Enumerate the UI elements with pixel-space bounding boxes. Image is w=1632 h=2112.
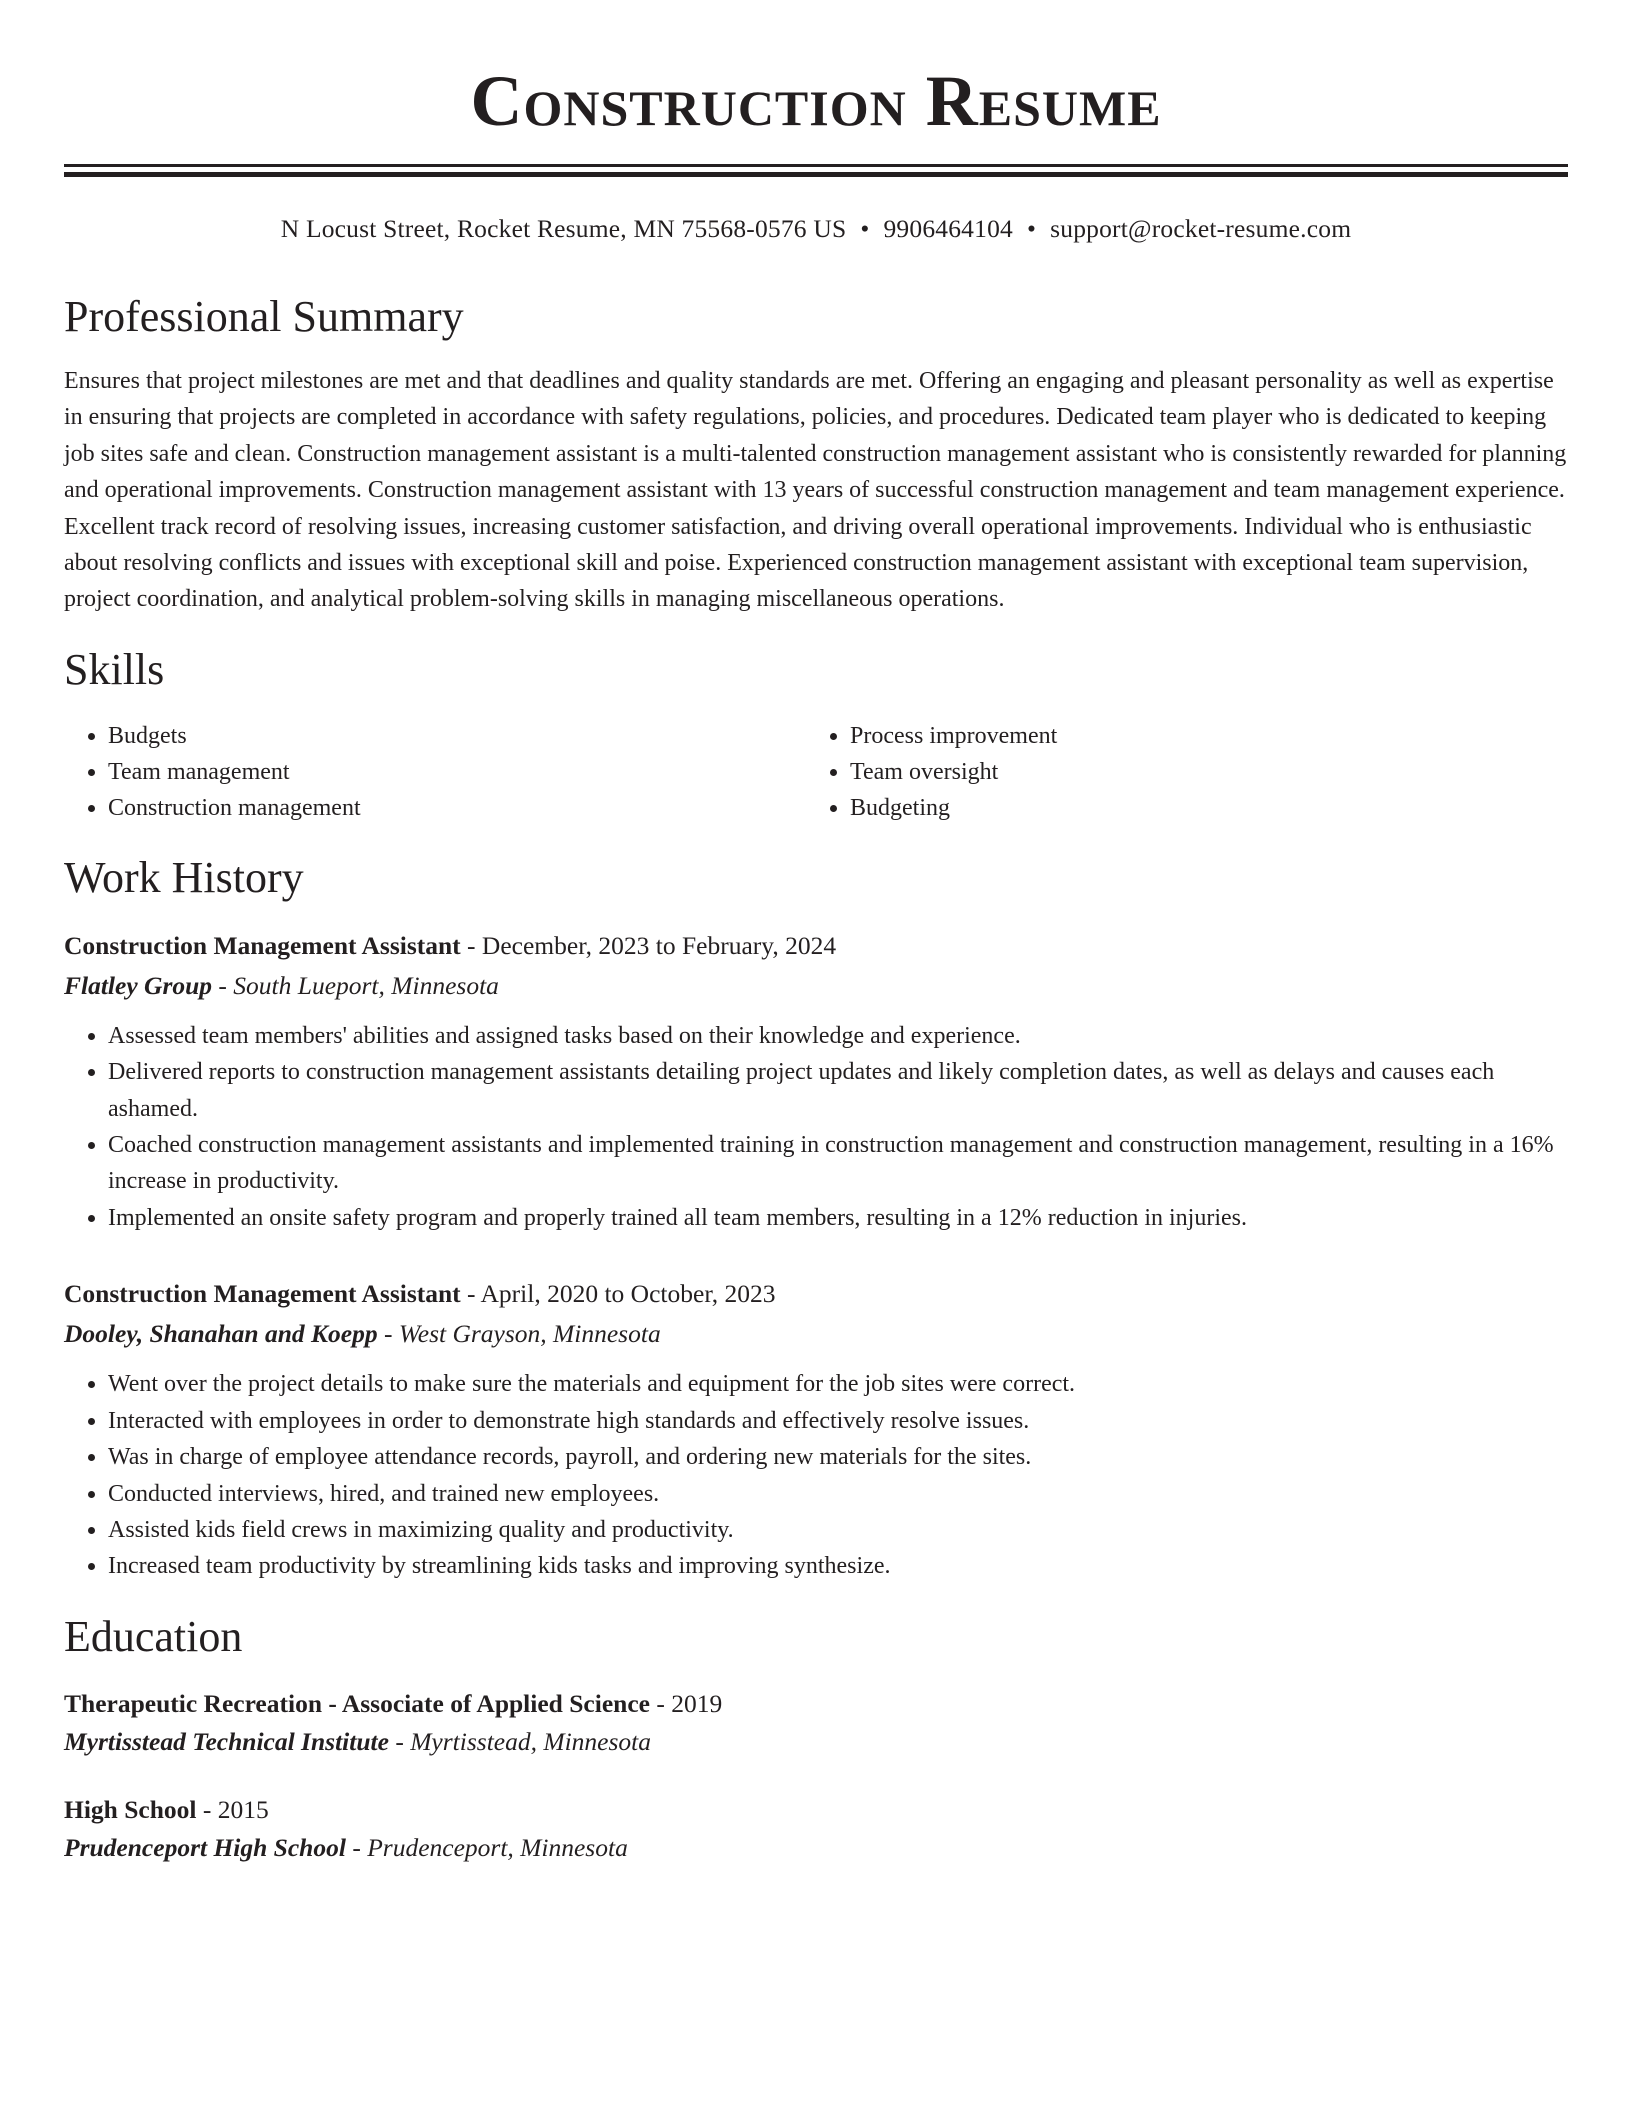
contact-separator: • — [860, 214, 870, 243]
job-bullet: • Assisted kids field crews in maximizing quality and productivity. — [108, 1512, 1568, 1548]
job-bullet: • Conducted interviews, hired, and trained new employees. — [108, 1476, 1568, 1512]
job-header: Construction Management Assistant - December, 2023 to February, 2024 — [64, 930, 837, 960]
job-title: Construction Management Assistant — [64, 930, 461, 960]
skill-item: • Team oversight — [850, 754, 1057, 790]
job-company: Flatley Group — [64, 970, 213, 1000]
skill-item: • Construction management — [108, 790, 806, 826]
education-location: Myrtisstead, Minnesota — [410, 1726, 651, 1756]
job-bullets — [64, 1018, 1568, 1236]
education-entry — [64, 1685, 1568, 1761]
job-company: Dooley, Shanahan and Koepp — [64, 1319, 378, 1349]
education-entry — [64, 1791, 1568, 1867]
skill-item: • Budgets — [108, 718, 806, 754]
summary-text: Ensures that project milestones are met and that deadlines and quality standards are met. Offering an engaging and pleasant personality as well as expertise in ensuring that projects are completed in accordance with safety regulations, policies, and procedures. Dedicated team player who is dedicated to keeping job sites safe and clean. Construction management assistant is a multi-talented construction management assistant who is consistently rewarded for planning and operational improvements. Construction management assistant with 13 years of successful construction management and team management experience. Excellent track record of resolving issues, increasing customer satisfaction, and driving overall operational improvements. Individual who is enthusiastic about resolving conflicts and issues with exceptional skill and poise. Experienced construction management assistant with exceptional team supervision, project coordination, and analytical problem-solving skills in managing miscellaneous operations. — [64, 368, 1567, 613]
job-dates: December, 2023 to February, 2024 — [481, 930, 837, 960]
skill-item: • Process improvement — [850, 718, 1057, 754]
education-school-line: Myrtisstead Technical Institute - Myrtisstead, Minnesota — [64, 1726, 651, 1756]
contact-address: N Locust Street, Rocket Resume, MN 75568-0576 US — [280, 214, 847, 243]
job-bullet: • Implemented an onsite safety program and properly trained all team members, resulting in a 12% reduction in injuries. — [108, 1200, 1568, 1236]
skills-column-right — [806, 718, 1057, 826]
job-location: South Lueport, Minnesota — [233, 970, 499, 1000]
job-bullet: • Increased team productivity by streamlining kids tasks and improving synthesize. — [108, 1548, 1568, 1584]
job-bullet: • Went over the project details to make sure the materials and equipment for the job sites were correct. — [108, 1366, 1568, 1402]
education-header: High School - 2015 — [64, 1794, 269, 1824]
education-school: Prudenceport High School — [64, 1832, 346, 1862]
job-company-line: Dooley, Shanahan and Koepp - West Grayson, Minnesota — [64, 1319, 661, 1349]
skills-column-left — [64, 718, 806, 826]
job-dates: April, 2020 to October, 2023 — [480, 1279, 776, 1309]
job-location: West Grayson, Minnesota — [398, 1319, 661, 1349]
education-school-line: Prudenceport High School - Prudenceport, Minnesota — [64, 1832, 628, 1862]
job-header: Construction Management Assistant - April, 2020 to October, 2023 — [64, 1279, 776, 1309]
skill-item: • Budgeting — [850, 790, 1057, 826]
job-entry — [64, 1274, 1568, 1584]
summary-heading: Professional Summary — [64, 292, 464, 341]
contact-line — [64, 211, 1568, 247]
job-bullet: • Delivered reports to construction management assistants detailing project updates and likely completion dates, as well as delays and causes each ashamed. — [108, 1054, 1568, 1127]
job-bullets — [64, 1366, 1568, 1584]
job-entry — [64, 926, 1568, 1236]
title-divider-thick — [64, 172, 1568, 177]
job-bullet: • Interacted with employees in order to demonstrate high standards and effectively resolve issues. — [108, 1403, 1568, 1439]
education-header: Therapeutic Recreation - Associate of Applied Science - 2019 — [64, 1688, 723, 1718]
job-company-line: Flatley Group - South Lueport, Minnesota — [64, 970, 499, 1000]
education-degree: High School — [64, 1794, 197, 1824]
skills-list — [64, 718, 1568, 826]
skill-item: • Team management — [108, 754, 806, 790]
title-divider-thin — [64, 164, 1568, 167]
job-title: Construction Management Assistant — [64, 1279, 461, 1309]
education-year: 2019 — [671, 1688, 723, 1718]
contact-separator: • — [1026, 214, 1037, 243]
education-heading: Education — [64, 1611, 243, 1661]
resume-title: Construction Resume — [470, 61, 1162, 141]
job-bullet: • Coached construction management assistants and implemented training in construction management and construction management, resulting in a 16% increase in productivity. — [108, 1127, 1568, 1200]
education-school: Myrtisstead Technical Institute — [64, 1726, 389, 1756]
work-history-heading: Work History — [64, 852, 304, 902]
job-bullet: • Assessed team members' abilities and assigned tasks based on their knowledge and experience. — [108, 1018, 1568, 1054]
education-location: Prudenceport, Minnesota — [367, 1832, 628, 1862]
job-bullet: • Was in charge of employee attendance records, payroll, and ordering new materials for the sites. — [108, 1439, 1568, 1475]
education-degree: Therapeutic Recreation - Associate of Applied Science — [64, 1688, 650, 1718]
contact-phone: 9906464104 — [883, 214, 1013, 243]
education-year: 2015 — [217, 1794, 269, 1824]
contact-email: support@rocket-resume.com — [1050, 214, 1352, 243]
skills-heading: Skills — [64, 644, 165, 694]
